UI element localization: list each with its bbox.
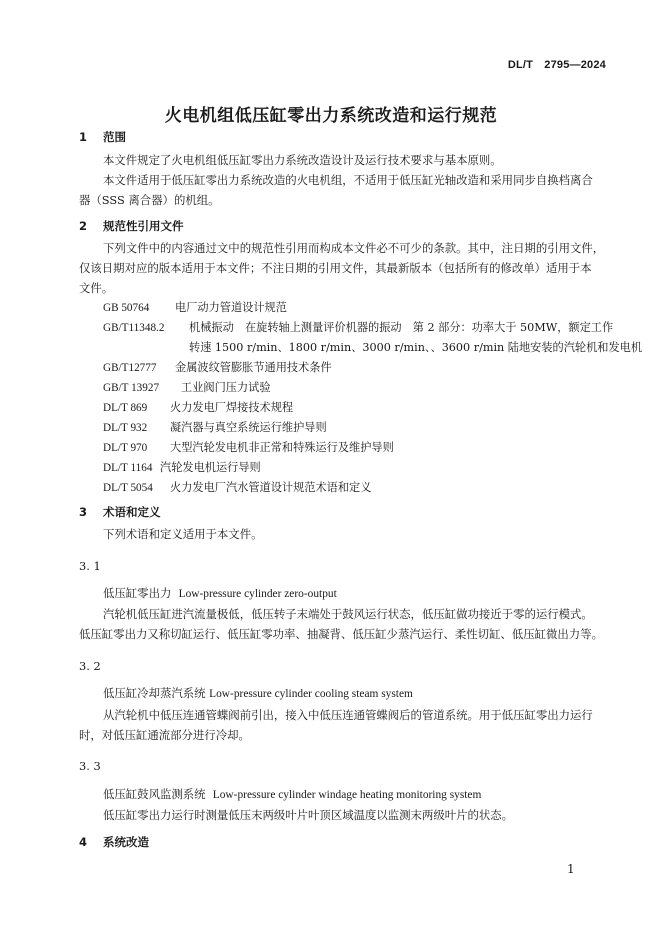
section-3-heading [79, 504, 161, 520]
reference-code: DL/T 869 [103, 402, 148, 414]
reference-title: 工业阀门压力试验 [181, 381, 271, 394]
term-number: 3. 1 [79, 559, 101, 573]
term-english: Low-pressure cylinder cooling steam system [209, 688, 413, 700]
reference-title: 汽轮发电机运行导则 [160, 461, 261, 474]
reference-title: 火力发电厂焊接技术规程 [170, 401, 294, 414]
reference-item [103, 319, 613, 335]
term-heading [103, 585, 337, 601]
section-number: 3 [79, 505, 88, 519]
paragraph: 本文件规定了火电机组低压缸零出力系统改造设计及运行技术要求与基本原则。 [103, 153, 502, 167]
section-title: 规范性引用文件 [103, 219, 184, 233]
paragraph: 本文件适用于低压缸零出力系统改造的火电机组，不适用于低压缸光轴改造和采用同步自换档离合 [103, 173, 593, 187]
section-title: 范围 [103, 130, 126, 144]
term-definition: 从汽轮机中低压连通管蝶阀前引出，接入中低压连通管蝶阀后的管道系统。用于低压缸零出力运行 [103, 708, 593, 722]
reference-title: 金属波纹管膨胀节通用技术条件 [175, 361, 332, 374]
reference-code: DL/T 1164 [103, 462, 153, 474]
term-definition: 汽轮机低压缸进汽流量极低，低压转子末端处于鼓风运行状态，低压缸做功接近于零的运行模式。 [103, 607, 593, 621]
reference-code: GB/T11348.2 [103, 322, 165, 334]
document-number: DL/T 2795—2024 [507, 59, 606, 71]
document-title: 火电机组低压缸零出力系统改造和运行规范 [164, 106, 498, 126]
reference-item [103, 419, 327, 435]
section-number: 1 [79, 130, 88, 144]
reference-title: 机械振动 在旋转轴上测量评价机器的振动 第 2 部分：功率大于 50MW，额定工作 [189, 321, 614, 334]
reference-code: DL/T 932 [103, 422, 148, 434]
term-number: 3. 2 [79, 659, 101, 673]
term-definition: 低压缸零出力运行时测量低压末两级叶片叶顶区域温度以监测末两级叶片的状态。 [103, 808, 514, 822]
reference-title-continued: 转速 1500 r/min、1800 r/min、3000 r/min、、3600 r/min 陆地安装的汽轮机和发电机 [189, 341, 643, 354]
reference-code: GB/T12777 [103, 362, 157, 374]
reference-title: 电厂动力管道设计规范 [175, 301, 287, 314]
paragraph: 文件。 [79, 281, 114, 295]
term-definition: 低压缸零出力又称切缸运行、低压缸零功率、抽凝背、低压缸少蒸汽运行、柔性切缸、低压缸微出力等。 [79, 627, 603, 641]
term-chinese: 低压缸鼓风监测系统 [103, 787, 206, 801]
term-english: Low-pressure cylinder windage heating monitoring system [212, 789, 482, 801]
reference-title: 大型汽轮发电机非正常和特殊运行及维护导则 [170, 441, 394, 454]
reference-code: DL/T 970 [103, 442, 148, 454]
section-title: 系统改造 [103, 835, 149, 849]
term-english: Low-pressure cylinder zero-output [178, 588, 337, 600]
page-number: 1 [567, 862, 575, 876]
term-definition: 时，对低压缸通流部分进行冷却。 [79, 728, 250, 742]
term-number: 3. 3 [79, 759, 101, 773]
term-chinese: 低压缸冷却蒸汽系统 [103, 686, 206, 700]
reference-item [103, 479, 371, 495]
section-1-heading [79, 129, 126, 145]
reference-code: DL/T 5054 [103, 482, 153, 494]
reference-item [103, 439, 394, 455]
reference-title: 火力发电厂汽水管道设计规范术语和定义 [170, 481, 372, 494]
reference-item [103, 379, 271, 395]
reference-item [103, 359, 332, 375]
section-number: 4 [79, 835, 88, 849]
paragraph: 下列术语和定义适用于本文件。 [103, 527, 263, 541]
term-heading [103, 685, 413, 701]
term-heading [103, 786, 481, 802]
paragraph: 器（SSS 离合器）的机组。 [79, 193, 220, 207]
reference-code: GB/T 13927 [103, 382, 160, 394]
section-4-heading [79, 834, 149, 850]
reference-title: 凝汽器与真空系统运行维护导则 [170, 421, 327, 434]
paragraph: 下列文件中的内容通过文中的规范性引用而构成本文件必不可少的条款。其中，注日期的引用文件， [103, 241, 605, 255]
reference-item [103, 299, 287, 315]
section-number: 2 [79, 219, 88, 233]
section-2-heading [79, 218, 184, 234]
reference-item [103, 459, 261, 475]
reference-item [103, 399, 293, 415]
reference-code: GB 50764 [103, 302, 150, 314]
term-chinese: 低压缸零出力 [103, 586, 172, 600]
section-title: 术语和定义 [103, 505, 161, 519]
paragraph: 仅该日期对应的版本适用于本文件；不注日期的引用文件，其最新版本（包括所有的修改单）适用于本 [79, 261, 592, 275]
